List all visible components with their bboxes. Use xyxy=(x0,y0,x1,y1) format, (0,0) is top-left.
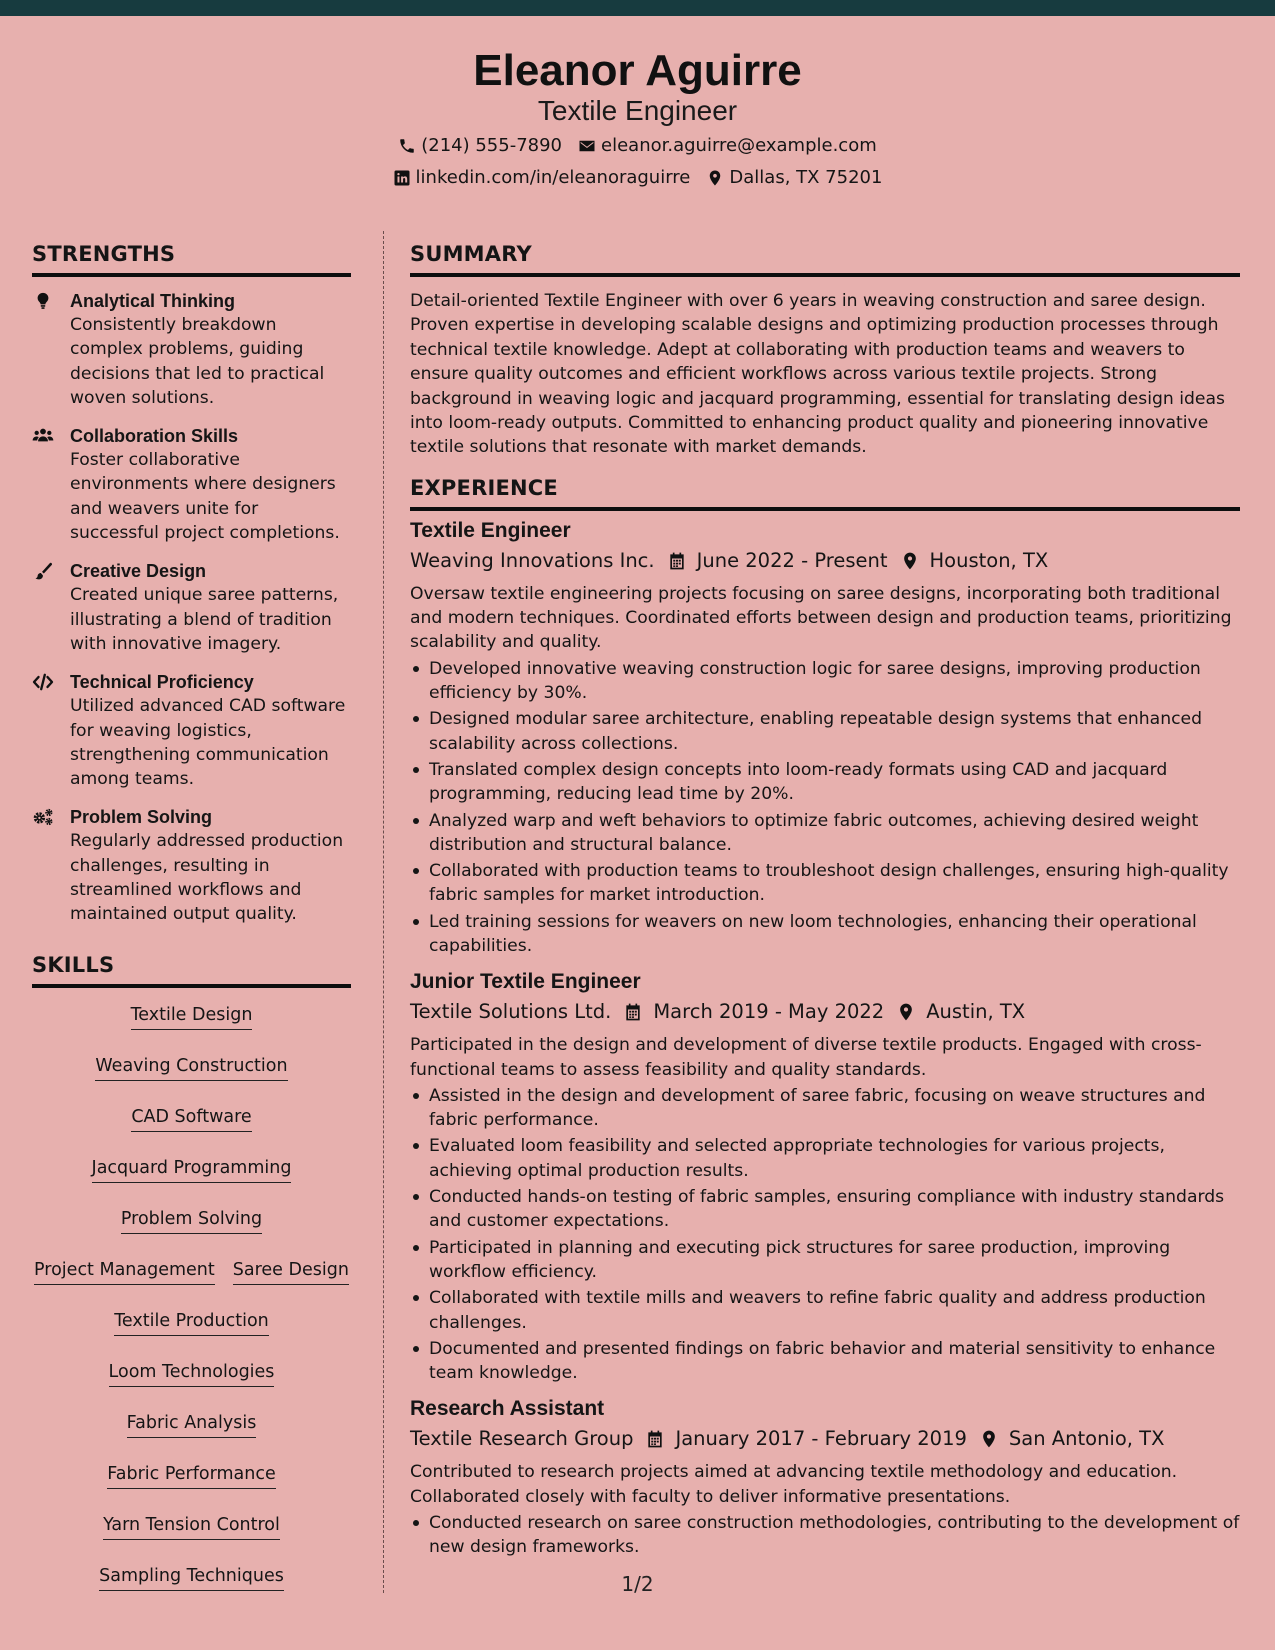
map-pin-icon xyxy=(979,1429,999,1449)
job-bullet: Collaborated with textile mills and weavers to refine fabric quality and address production challenges. xyxy=(410,1286,1240,1335)
skill-tag: Fabric Performance xyxy=(107,1462,275,1489)
summary-section xyxy=(410,240,1240,460)
job-bullets xyxy=(410,1084,1240,1386)
candidate-title: Textile Engineer xyxy=(537,95,738,126)
job-description: Oversaw textile engineering projects focusing on saree designs, incorporating both traditional and modern techniques. Coordinated efforts between design and production teams, prioritizing scalability and quality. xyxy=(410,583,1232,653)
skill-tag: Problem Solving xyxy=(121,1207,262,1234)
skill-tag: Textile Design xyxy=(131,1003,253,1030)
linkedin-icon xyxy=(393,169,411,187)
phone-icon xyxy=(398,137,416,155)
map-pin-icon xyxy=(900,551,920,571)
strength-title: Creative Design xyxy=(70,561,207,582)
phone-text: (214) 555-7890 xyxy=(421,135,563,156)
job-meta xyxy=(410,998,1240,1026)
job-company: Weaving Innovations Inc. xyxy=(410,548,655,572)
gears-icon xyxy=(32,805,56,926)
job-bullet: Collaborated with production teams to troubleshoot design challenges, ensuring high-quality fabric samples for market introduction. xyxy=(410,859,1240,908)
job-bullet: Assisted in the design and development of saree fabric, focusing on weave structures and fabric performance. xyxy=(410,1084,1240,1133)
users-icon xyxy=(32,424,56,545)
job-dates xyxy=(623,998,884,1026)
job-dates xyxy=(667,547,888,575)
right-column xyxy=(410,240,1240,1570)
job-bullet: Conducted hands-on testing of fabric samples, ensuring compliance with industry standards and customer expectations. xyxy=(410,1185,1240,1234)
strengths-heading: STRENGTHS xyxy=(32,240,351,277)
strength-desc: Utilized advanced CAD software for weaving logistics, strengthening communication among teams. xyxy=(70,696,346,790)
job-entry xyxy=(410,517,1240,958)
strength-title: Technical Proficiency xyxy=(70,672,254,693)
skill-tag: CAD Software xyxy=(131,1105,251,1132)
candidate-name: Eleanor Aguirre xyxy=(473,46,802,95)
job-location xyxy=(900,547,1049,575)
job-location-text: Houston, TX xyxy=(929,548,1049,572)
job-entry xyxy=(410,1395,1240,1559)
contact-linkedin[interactable] xyxy=(393,166,691,190)
skill-tag: Fabric Analysis xyxy=(127,1411,257,1438)
job-entry xyxy=(410,968,1240,1385)
job-bullet: Documented and presented findings on fabric behavior and material sensitivity to enhance team knowledge. xyxy=(410,1337,1240,1386)
job-company: Textile Solutions Ltd. xyxy=(410,1000,612,1024)
strength-desc: Regularly addressed production challenges, resulting in streamlined workflows and maintained output quality. xyxy=(70,831,344,925)
job-bullets xyxy=(410,1511,1240,1560)
job-dates-text: March 2019 - May 2022 xyxy=(653,1000,885,1024)
job-description: Contributed to research projects aimed at advancing textile methodology and education. Collaborated closely with faculty to deliver informative presentations. xyxy=(410,1462,1178,1507)
skills-heading: SKILLS xyxy=(32,951,351,988)
strength-item xyxy=(32,805,351,926)
summary-text: Detail-oriented Textile Engineer with over 6 years in weaving construction and saree design. Proven expertise in developing scalable designs and optimizing production processes through technical textile knowledge. Adept at collaborating with production teams and weavers to ensure quality outcomes and efficient workflows across various textile projects. Strong background in weaving logic and jacquard programming, essential for translating design ideas into loom-ready outputs. Committed to enhancing product quality and pioneering innovative textile solutions that resonate with market demands. xyxy=(410,291,1225,458)
job-bullet: Analyzed warp and weft behaviors to optimize fabric outcomes, achieving desired weight distribution and structural balance. xyxy=(410,809,1240,858)
top-accent-bar xyxy=(0,0,1275,16)
calendar-icon xyxy=(645,1429,665,1449)
job-bullet: Conducted research on saree construction methodologies, contributing to the development of new design frameworks. xyxy=(410,1511,1240,1560)
skill-tag: Sampling Techniques xyxy=(99,1564,284,1591)
email-text[interactable]: eleanor.aguirre@example.com xyxy=(601,135,877,156)
job-bullet: Translated complex design concepts into loom-ready formats using CAD and jacquard programming, reducing lead time by 20%. xyxy=(410,758,1240,807)
job-title: Junior Textile Engineer xyxy=(410,970,641,994)
job-bullet: Led training sessions for weavers on new loom technologies, enhancing their operational capabilities. xyxy=(410,910,1240,959)
contact-phone xyxy=(398,134,562,158)
strength-item xyxy=(32,424,351,545)
map-pin-icon xyxy=(896,1002,916,1022)
strength-item xyxy=(32,289,351,410)
location-text: Dallas, TX 75201 xyxy=(729,167,883,188)
summary-heading: SUMMARY xyxy=(410,240,1240,277)
column-divider xyxy=(383,231,384,1593)
experience-heading: EXPERIENCE xyxy=(410,474,1240,511)
job-dates xyxy=(645,1425,966,1453)
lightbulb-icon xyxy=(32,289,56,410)
paintbrush-icon xyxy=(32,559,56,656)
skill-tag: Loom Technologies xyxy=(109,1360,275,1387)
left-column xyxy=(32,240,351,1606)
job-title: Research Assistant xyxy=(410,1397,605,1421)
skill-tag: Weaving Construction xyxy=(95,1054,287,1081)
skill-tag: Project Management xyxy=(34,1258,215,1285)
strength-desc: Consistently breakdown complex problems, guiding decisions that led to practical woven solutions. xyxy=(70,315,325,408)
skill-tag: Jacquard Programming xyxy=(92,1156,292,1183)
skill-tag: Yarn Tension Control xyxy=(103,1513,280,1540)
strength-title: Analytical Thinking xyxy=(70,291,236,311)
job-location xyxy=(896,998,1025,1026)
strength-item xyxy=(32,670,351,791)
job-company: Textile Research Group xyxy=(410,1427,634,1451)
contact-row-2 xyxy=(0,166,1275,190)
strength-title: Collaboration Skills xyxy=(70,426,239,447)
job-bullets xyxy=(410,657,1240,959)
skills-section xyxy=(32,951,351,1606)
calendar-icon xyxy=(623,1002,643,1022)
job-bullet: Evaluated loom feasibility and selected appropriate technologies for various projects, achieving optimal production results. xyxy=(410,1134,1240,1183)
envelope-icon xyxy=(578,137,596,155)
job-bullet: Participated in planning and executing pick structures for saree production, improving workflow efficiency. xyxy=(410,1236,1240,1285)
job-bullet: Developed innovative weaving construction logic for saree designs, improving production efficiency by 30%. xyxy=(410,657,1240,706)
linkedin-text[interactable]: linkedin.com/in/eleanoraguirre xyxy=(415,167,691,188)
job-location-text: Austin, TX xyxy=(926,1000,1026,1024)
code-icon xyxy=(32,670,56,791)
job-meta xyxy=(410,547,1240,575)
resume-header xyxy=(0,16,1275,204)
job-location xyxy=(979,1425,1165,1453)
job-title: Textile Engineer xyxy=(410,518,571,542)
experience-section xyxy=(410,474,1240,1560)
job-meta xyxy=(410,1425,1240,1453)
page-number: 1/2 xyxy=(621,1572,654,1596)
strength-item xyxy=(32,559,351,656)
contact-email[interactable] xyxy=(578,134,877,158)
job-dates-text: June 2022 - Present xyxy=(696,548,888,572)
strength-title: Problem Solving xyxy=(70,807,213,828)
job-dates-text: January 2017 - February 2019 xyxy=(675,1427,967,1451)
strength-desc: Created unique saree patterns, illustrating a blend of tradition with innovative imagery. xyxy=(70,585,339,654)
job-location-text: San Antonio, TX xyxy=(1008,1427,1165,1451)
skills-list xyxy=(32,994,351,1606)
calendar-icon xyxy=(667,551,687,571)
strength-desc: Foster collaborative environments where designers and weavers unite for successful project completions. xyxy=(70,450,340,544)
skill-tag: Textile Production xyxy=(114,1309,269,1336)
job-bullet: Designed modular saree architecture, enabling repeatable design systems that enhanced scalability across collections. xyxy=(410,707,1240,756)
job-description: Participated in the design and development of diverse textile products. Engaged with cross-functional teams to assess feasibility and quality standards. xyxy=(410,1035,1202,1080)
strengths-section xyxy=(32,240,351,927)
skill-tag: Saree Design xyxy=(233,1258,349,1285)
map-pin-icon xyxy=(706,169,724,187)
contact-location xyxy=(706,166,882,190)
contact-row-1 xyxy=(0,134,1275,158)
